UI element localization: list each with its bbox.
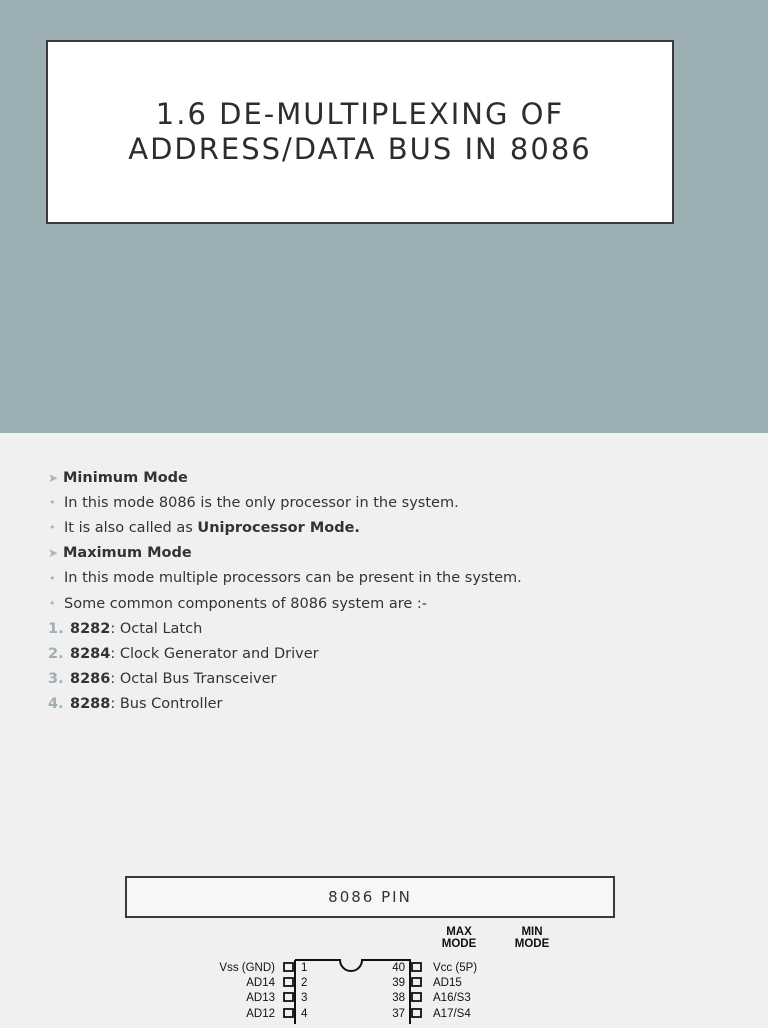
list-item bbox=[48, 465, 748, 490]
list-item bbox=[48, 541, 748, 566]
list-item-bold: Maximum Mode bbox=[63, 545, 192, 562]
pin-name: AD14 bbox=[246, 977, 275, 989]
list-item-bold: Uniprocessor Mode. bbox=[197, 519, 360, 536]
list-item: • Some common components of 8086 system are :- bbox=[49, 595, 427, 612]
arrow-bullet-icon: ➤ bbox=[48, 470, 59, 485]
content-list bbox=[48, 465, 748, 717]
pin-box bbox=[284, 1009, 293, 1017]
pin-box bbox=[284, 993, 293, 1001]
pin-name: A17/S4 bbox=[433, 1008, 471, 1020]
list-item: • In this mode 8086 is the only processor in the system. bbox=[49, 494, 459, 511]
component-desc: : Octal Bus Transceiver bbox=[110, 671, 277, 688]
max-mode-label-1: MAX bbox=[446, 926, 472, 938]
list-item-bold: Minimum Mode bbox=[63, 469, 188, 486]
arrow-bullet-icon: ➤ bbox=[48, 546, 59, 561]
pin-name: A16/S3 bbox=[433, 992, 471, 1004]
dot-bullet-icon: • bbox=[49, 521, 56, 535]
pin-number: 1 bbox=[301, 962, 308, 974]
component-number: 1. bbox=[48, 620, 64, 637]
pin-box bbox=[412, 993, 421, 1001]
chip-pinout-svg bbox=[195, 920, 575, 1024]
pin-number: 39 bbox=[392, 977, 405, 989]
pin-box bbox=[412, 1009, 421, 1017]
pin-diagram-label: 8086 PIN bbox=[125, 876, 615, 918]
min-mode-label-1: MIN bbox=[521, 926, 543, 938]
component-number: 3. bbox=[48, 671, 64, 688]
min-mode-label-2: MODE bbox=[514, 938, 550, 950]
pin-name: Vcc (5P) bbox=[433, 962, 478, 974]
pin-number: 4 bbox=[301, 1008, 308, 1020]
slide-title: 1.6 DE-MULTIPLEXING OF ADDRESS/DATA BUS IN 8086 bbox=[128, 97, 592, 166]
component-number: 2. bbox=[48, 645, 64, 662]
pin-box bbox=[284, 963, 293, 971]
pin-name: Vss (GND) bbox=[219, 962, 275, 974]
pin-box bbox=[412, 978, 421, 986]
component-desc: : Clock Generator and Driver bbox=[110, 645, 319, 662]
max-mode-label-2: MODE bbox=[441, 938, 477, 950]
component-item bbox=[48, 692, 748, 717]
component-code: 8288 bbox=[70, 696, 111, 713]
dot-bullet-icon: • bbox=[49, 571, 56, 585]
pin-number: 2 bbox=[301, 977, 308, 989]
component-desc: : Octal Latch bbox=[110, 620, 203, 637]
pin-name: AD12 bbox=[246, 1008, 275, 1020]
component-code: 8282 bbox=[70, 620, 111, 637]
pin-number: 37 bbox=[392, 1008, 405, 1020]
pin-number: 40 bbox=[392, 962, 405, 974]
component-number: 4. bbox=[48, 696, 64, 713]
pin-box bbox=[284, 978, 293, 986]
component-item bbox=[48, 667, 748, 692]
pin-box bbox=[412, 963, 421, 971]
pin-number: 38 bbox=[392, 992, 405, 1004]
component-item bbox=[48, 616, 748, 641]
component-code: 8286 bbox=[70, 671, 111, 688]
pin-diagram bbox=[195, 920, 575, 1024]
pin-number: 3 bbox=[301, 992, 308, 1004]
pin-name: AD13 bbox=[246, 992, 275, 1004]
pin-name: AD15 bbox=[433, 977, 462, 989]
component-desc: : Bus Controller bbox=[110, 696, 223, 713]
list-item: • It is also called as Uniprocessor Mode. bbox=[49, 519, 360, 536]
dot-bullet-icon: • bbox=[49, 496, 56, 510]
list-item: • In this mode multiple processors can be present in the system. bbox=[49, 570, 522, 587]
component-code: 8284 bbox=[70, 645, 111, 662]
title-box bbox=[46, 40, 674, 224]
dot-bullet-icon: • bbox=[49, 597, 56, 611]
component-item bbox=[48, 641, 748, 666]
